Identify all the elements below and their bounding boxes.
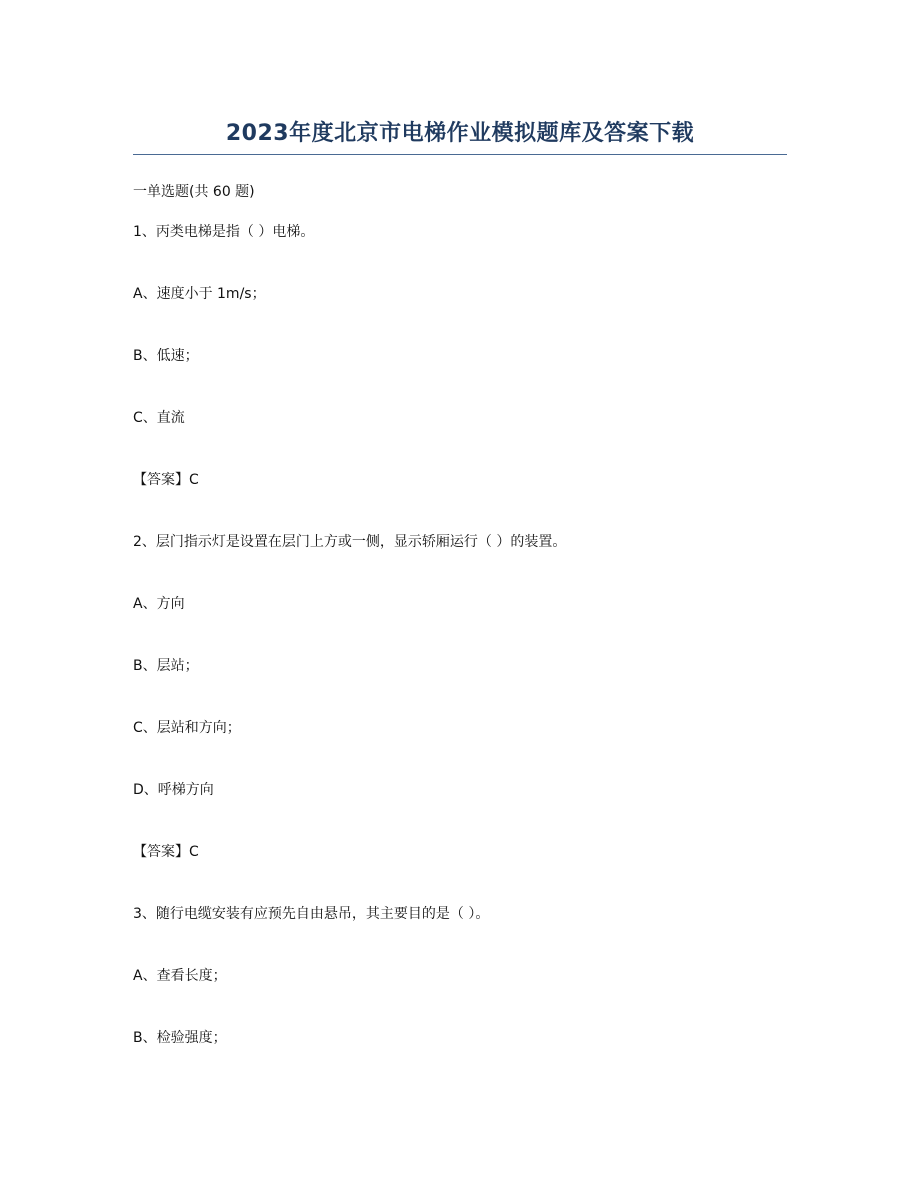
title-underline — [133, 154, 787, 155]
question-3-stem: 3、随行电缆安装有应预先自由悬吊，其主要目的是（ ）。 — [133, 906, 490, 922]
question-1-option-b: B、低速； — [133, 348, 199, 364]
question-1-answer: 【答案】C — [133, 472, 199, 488]
question-1-option-a: A、速度小于 1m/s； — [133, 286, 266, 302]
question-2-stem: 2、层门指示灯是设置在层门上方或一侧，显示轿厢运行（ ）的装置。 — [133, 534, 567, 550]
section-heading: 一单选题(共 60 题) — [133, 184, 255, 200]
question-3-option-a: A、查看长度； — [133, 968, 227, 984]
question-1-stem: 1、丙类电梯是指（ ）电梯。 — [133, 224, 315, 240]
question-2-option-b: B、层站； — [133, 658, 199, 674]
question-2-option-c: C、层站和方向； — [133, 720, 241, 736]
question-3-option-b: B、检验强度； — [133, 1030, 227, 1046]
question-2-option-a: A、方向 — [133, 596, 185, 612]
question-2-option-d: D、呼梯方向 — [133, 782, 214, 798]
document-title: 2023年度北京市电梯作业模拟题库及答案下载 — [225, 121, 695, 146]
question-1-option-c: C、直流 — [133, 410, 185, 426]
question-2-answer: 【答案】C — [133, 844, 199, 860]
